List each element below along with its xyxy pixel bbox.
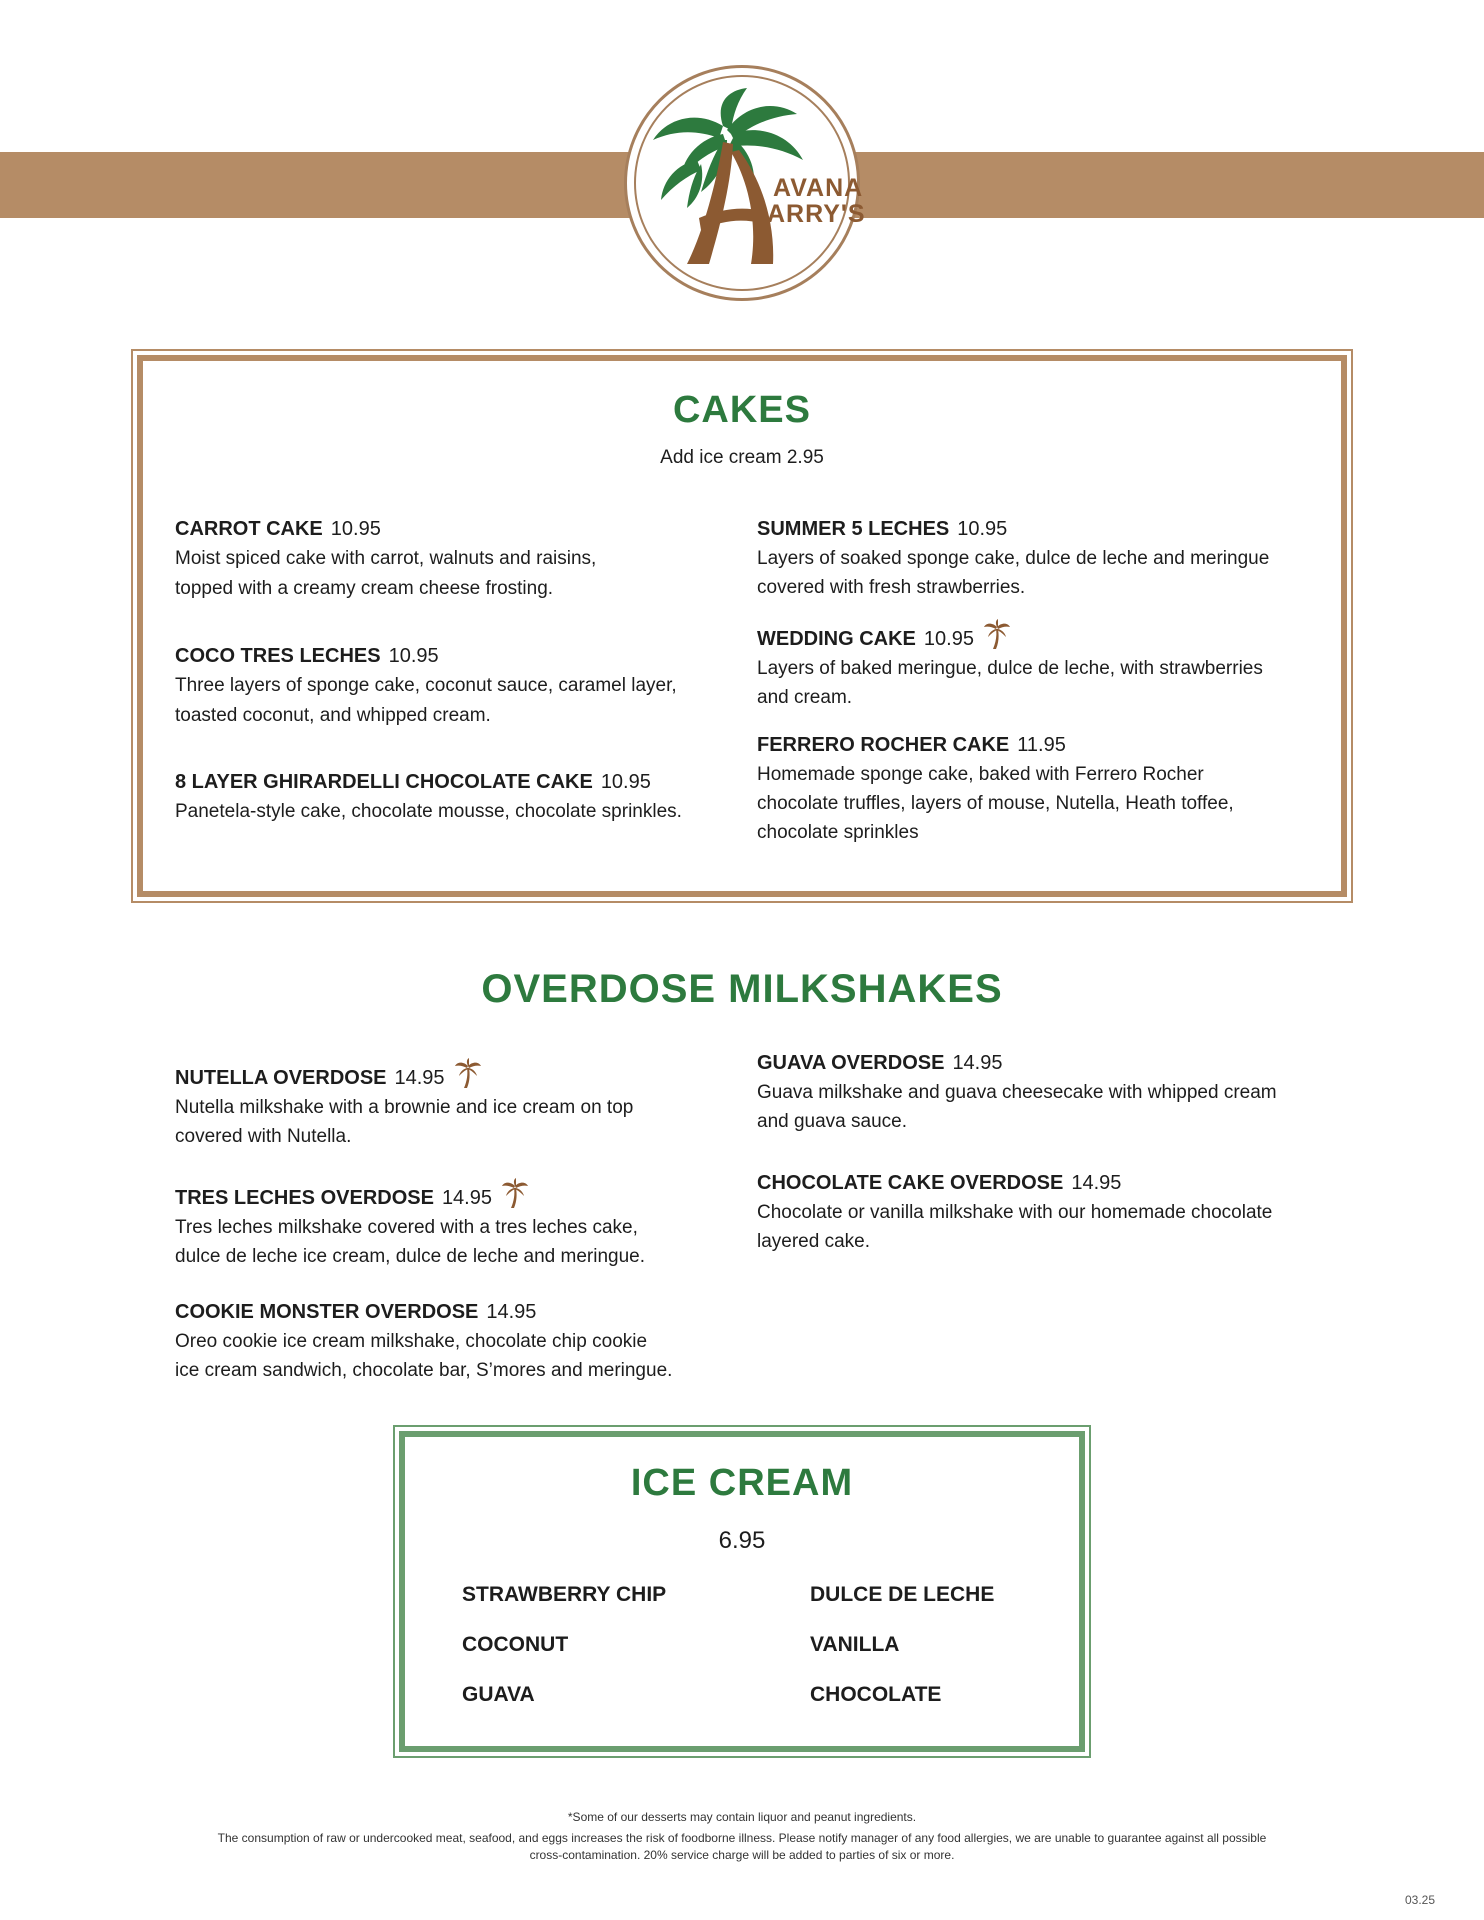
item-price: 10.95 <box>957 518 1008 540</box>
item-desc: toasted coconut, and whipped cream. <box>175 705 491 726</box>
flavor-item: COCONUT <box>462 1633 569 1656</box>
item-desc: Panetela-style cake, chocolate mousse, chocolate sprinkles. <box>175 801 682 822</box>
item-name: COCO TRES LECHES <box>175 645 381 667</box>
menu-item <box>757 619 1263 712</box>
item-price: 14.95 <box>441 1187 492 1209</box>
item-price: 14.95 <box>394 1067 445 1089</box>
ice-cream-price: 6.95 <box>718 1527 766 1554</box>
item-desc: Moist spiced cake with carrot, walnuts and raisins, <box>175 548 597 569</box>
milkshakes-heading: OVERDOSE MILKSHAKES <box>481 967 1003 1011</box>
item-desc: Chocolate or vanilla milkshake with our homemade chocolate <box>757 1202 1273 1223</box>
flavor-item: STRAWBERRY CHIP <box>462 1583 667 1606</box>
item-price: 10.95 <box>330 518 381 540</box>
item-price: 14.95 <box>952 1052 1003 1074</box>
item-desc: ice cream sandwich, chocolate bar, S’mores and meringue. <box>175 1360 673 1381</box>
flavor-item: VANILLA <box>810 1633 900 1656</box>
item-price: 10.95 <box>600 771 651 793</box>
item-name: CHOCOLATE CAKE OVERDOSE <box>757 1172 1064 1194</box>
item-desc: Nutella milkshake with a brownie and ice cream on top <box>175 1097 634 1118</box>
item-desc: covered with Nutella. <box>175 1126 352 1147</box>
menu-item <box>757 1050 1277 1136</box>
logo-text-avana: AVANA <box>773 174 864 202</box>
menu-item <box>175 643 677 731</box>
menu-version-code: 03.25 <box>1405 1893 1436 1907</box>
menu-item <box>175 1299 672 1385</box>
item-desc: topped with a creamy cream cheese frosting. <box>175 578 554 599</box>
ice-cream-heading: ICE CREAM <box>630 1462 854 1504</box>
item-price: 10.95 <box>923 628 974 650</box>
item-desc: and cream. <box>757 687 853 708</box>
flavor-item: GUAVA <box>462 1683 535 1706</box>
item-name: COOKIE MONSTER OVERDOSE <box>175 1301 479 1323</box>
footer-disclaimer-line1: The consumption of raw or undercooked meat, seafood, and eggs increases the risk of foodborne illness. Please notify manager of any food allergies, we are unable to guarantee against all possible <box>217 1831 1267 1845</box>
menu-item <box>757 516 1269 602</box>
flavor-item: DULCE DE LECHE <box>810 1583 995 1606</box>
palm-tree-icon <box>500 1178 530 1208</box>
item-desc: dulce de leche ice cream, dulce de leche and meringue. <box>175 1246 646 1267</box>
menu-item <box>757 1170 1272 1256</box>
item-desc: Layers of soaked sponge cake, dulce de leche and meringue <box>757 548 1270 569</box>
menu-item <box>175 1178 645 1271</box>
item-desc: Homemade sponge cake, baked with Ferrero Rocher <box>757 764 1204 785</box>
item-price: 10.95 <box>388 645 439 667</box>
palm-tree-icon <box>453 1058 483 1088</box>
item-desc: Layers of baked meringue, dulce de leche, with strawberries <box>757 658 1263 679</box>
menu-item <box>757 732 1234 847</box>
item-price: 14.95 <box>486 1301 537 1323</box>
item-desc: covered with fresh strawberries. <box>757 577 1026 598</box>
item-desc: Guava milkshake and guava cheesecake with whipped cream <box>757 1082 1277 1103</box>
palm-tree-icon <box>982 619 1012 649</box>
flavor-item: CHOCOLATE <box>810 1683 942 1706</box>
item-desc: Oreo cookie ice cream milkshake, chocolate chip cookie <box>175 1331 648 1352</box>
item-name: GUAVA OVERDOSE <box>757 1052 945 1074</box>
item-name: FERRERO ROCHER CAKE <box>757 734 1010 756</box>
item-price: 14.95 <box>1071 1172 1122 1194</box>
footer-note: *Some of our desserts may contain liquor and peanut ingredients. <box>567 1810 917 1824</box>
menu-item <box>175 516 596 604</box>
menu-item <box>175 1058 633 1151</box>
item-name: CARROT CAKE <box>175 518 323 540</box>
item-name: NUTELLA OVERDOSE <box>175 1067 387 1089</box>
cakes-addon: Add ice cream 2.95 <box>660 447 824 468</box>
item-name: TRES LECHES OVERDOSE <box>175 1187 434 1209</box>
item-name: 8 LAYER GHIRARDELLI CHOCOLATE CAKE <box>175 771 593 793</box>
item-desc: Three layers of sponge cake, coconut sauce, caramel layer, <box>175 675 677 696</box>
cakes-heading: CAKES <box>672 389 812 431</box>
menu-item <box>175 769 682 827</box>
footer-disclaimer-line2: cross-contamination. 20% service charge will be added to parties of six or more. <box>529 1848 955 1862</box>
item-price: 11.95 <box>1017 734 1066 756</box>
item-desc: chocolate sprinkles <box>757 822 919 843</box>
item-name: SUMMER 5 LECHES <box>757 518 950 540</box>
logo <box>624 65 866 301</box>
item-desc: layered cake. <box>757 1231 871 1252</box>
item-desc: Tres leches milkshake covered with a tres leches cake, <box>175 1217 638 1238</box>
item-name: WEDDING CAKE <box>757 628 916 650</box>
logo-text-arrys: ARRY'S <box>767 200 866 228</box>
item-desc: and guava sauce. <box>757 1111 908 1132</box>
item-desc: chocolate truffles, layers of mouse, Nutella, Heath toffee, <box>757 793 1234 814</box>
